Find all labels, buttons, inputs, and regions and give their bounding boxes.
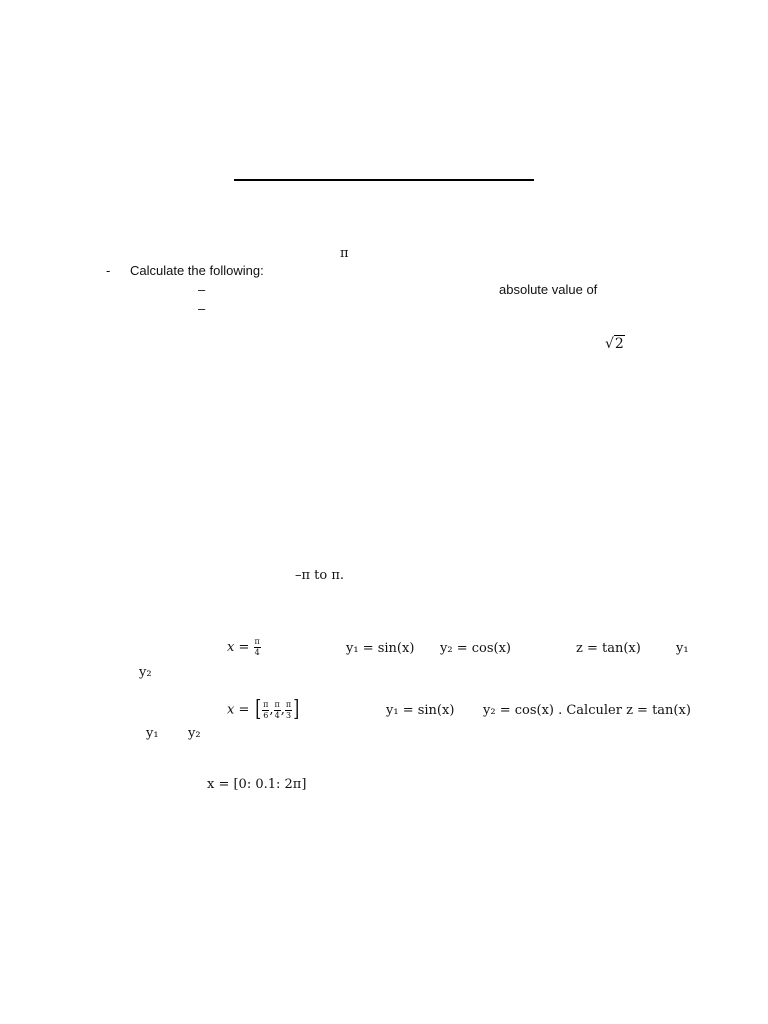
fraction-denominator: 4: [254, 648, 260, 657]
bullet-dash: -: [106, 263, 111, 278]
sqrt-argument: 2: [614, 336, 624, 352]
y1-reference-2: y₁: [146, 726, 159, 741]
fraction-pi-over-3: $\frac{\pi}{3}$: [285, 699, 292, 720]
y2-cos-calculer-z: y₂ = cos(x) . Calculer z = tan(x): [483, 703, 691, 718]
fraction-pi-over-4: $\frac{\pi}{4}$: [274, 699, 280, 720]
pi-symbol: π: [340, 246, 349, 261]
fraction-numerator: π: [254, 637, 260, 646]
y1-equals-sin: y₁ = sin(x): [346, 641, 415, 656]
title-underline: [234, 179, 534, 181]
y2-equals-cos: y₂ = cos(x): [440, 641, 511, 656]
y1-equals-sin-2: y₁ = sin(x): [386, 703, 455, 718]
y2-reference: y₂: [139, 665, 152, 680]
x-variable: x: [227, 640, 235, 655]
x-equals-pi-over-4: [227, 638, 261, 657]
x-variable: x: [227, 702, 235, 718]
y2-reference-2: y₂: [188, 726, 201, 741]
equals-sign: =: [234, 640, 254, 655]
x-range-vector: x = [0: 0.1: 2π]: [207, 777, 307, 792]
calculate-heading: Calculate the following:: [130, 263, 264, 278]
y1-reference: y₁: [676, 641, 689, 656]
absolute-value-text: absolute value of: [499, 282, 598, 297]
x-equals-vector: x = [ $\frac{\pi}{6}$ , $\frac{\pi}{4}$ , $\frac{\pi}{3}$ ]: [227, 697, 300, 722]
equals-sign: =: [234, 702, 254, 718]
fraction-pi-over-4: [254, 638, 261, 657]
sub-bullet-1: –: [198, 282, 206, 297]
sqrt-expression: √2: [605, 336, 624, 352]
sub-bullet-2: –: [198, 301, 206, 316]
fraction-pi-over-6: $\frac{\pi}{6}$: [263, 699, 269, 720]
z-equals-tan: z = tan(x): [576, 641, 641, 656]
range-text: –π to π.: [295, 568, 345, 583]
